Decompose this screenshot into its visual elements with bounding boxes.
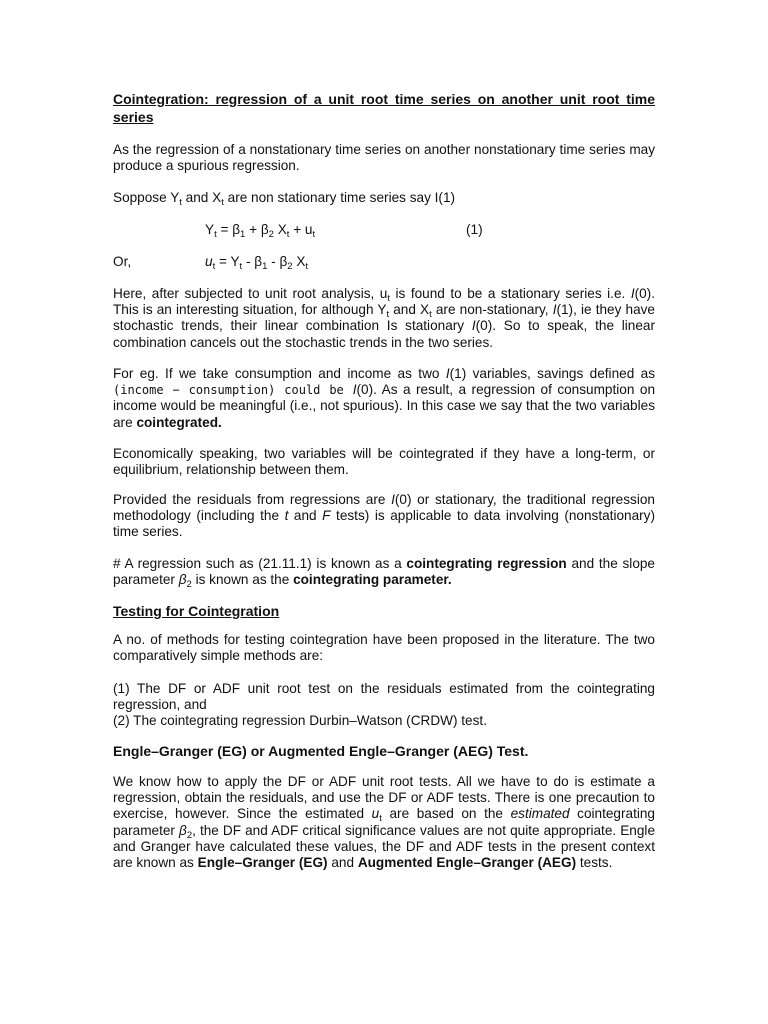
example-paragraph: For eg. If we take consumption and income as two I(1) variables, savings defined as (income − consumption) could be I(0). As a result, a regression of consumption on income would be meaningful (i.e., not spurious). In this case we say that the two variables are cointegrated. xyxy=(113,366,656,430)
intro-paragraph: As the regression of a nonstationary time series on another nonstationary time series may produce a spurious regression. xyxy=(113,142,655,174)
suppose-line: Soppose $Y_t$ and $X_t$ are non stationary time series say I(1) xyxy=(113,190,456,208)
equation-2-label: Or, xyxy=(113,254,132,269)
testing-heading: Testing for Cointegration xyxy=(113,603,280,619)
list-item: (2) The cointegrating regression Durbin–Watson (CRDW) test. xyxy=(113,713,487,729)
residuals-paragraph: Provided the residuals from regressions are I(0) or stationary, the traditional regression methodology (including the t and F tests) is applicable to data involving (nonstationary) time series. xyxy=(113,492,655,540)
equation-1-number: (1) xyxy=(466,222,483,237)
eg-heading: Engle–Granger (EG) or Augmented Engle–Granger (AEG) Test. xyxy=(113,743,529,759)
eg-paragraph: We know how to apply the DF or ADF unit root tests. All we have to do is estimate a regression, obtain the residuals, and use the DF or ADF tests. There is one precaution to exercise, however. Since the estimated $u_t$ are based on the estimated cointegrating parameter $\beta_2$, the DF and ADF critical significance values are not quite appropriate. Engle and Granger have calculated these values, the DF and ADF tests in the present context are known as Engle–Granger (EG) and Augmented Engle–Granger (AEG) tests. xyxy=(113,774,655,871)
methods-paragraph: A no. of methods for testing cointegration have been proposed in the literature. The two comparatively simple methods are: xyxy=(113,632,655,664)
equation-2: $u_t = Y_t - \beta_1 - \beta_2$ $X_t$ xyxy=(205,254,309,272)
economics-paragraph: Economically speaking, two variables will be cointegrated if they have a long-term, or equilibrium, relationship between them. xyxy=(113,446,655,478)
stationary-paragraph: Here, after subjected to unit root analysis, $u_t$ is found to be a stationary series i.e. I(0). This is an interesting situation, for although $Y_t$ and $X_t$ are non-stationary, I(1), ie they have stochastic trends, their linear combination Is stationary I(0). So to speak, the linear combination cancels out the stochastic trends in the two series. xyxy=(113,286,656,350)
cointegrating-regression-paragraph: # A regression such as (21.11.1) is known as a cointegrating regression and the slope parameter $\beta_2$ is known as the cointegrating parameter. xyxy=(113,556,655,591)
list-item: (1) The DF or ADF unit root test on the residuals estimated from the cointegrating regression, and xyxy=(113,681,655,713)
equation-1: $Y_t = \beta_1 + \beta_2$ $X_t + u_t$ xyxy=(205,222,316,240)
methods-list xyxy=(113,681,655,730)
page-title: Cointegration: regression of a unit root time series on another unit root time series xyxy=(113,91,655,125)
